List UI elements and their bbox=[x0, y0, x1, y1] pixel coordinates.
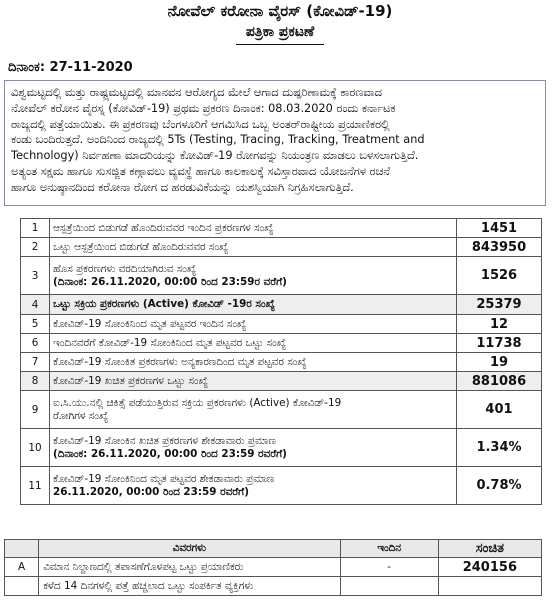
row-cumulative-value bbox=[438, 577, 541, 596]
row-description: ಕೋವಿಡ್-19 ಸೋಂಕಿನಿಂದ ಮೃತ ಪಟ್ಟವರ ಶೇಕಡಾವಾರು ಪ್ರಮಾಣ 26.11.2020, 00:00 ರಿಂದ 23:59 ರವರೆಗೆ) bbox=[50, 467, 457, 505]
row-description: ಒಟ್ಟು ಆಸ್ಪತ್ರೆಯಿಂದ ಬಿಡುಗಡೆ ಹೊಂದಿರುವವರ ಸಂಖ್ಯೆ bbox=[50, 238, 457, 257]
row-description: ಕಳೆದ 14 ದಿನಗಳಲ್ಲಿ ಪತ್ತೆ ಹಚ್ಚಲಾದ ಒಟ್ಟು ಸಂಪರ್ಕಿತ ವ್ಯಕ್ತಿಗಳು bbox=[39, 577, 340, 596]
row-description: ಕೋವಿಡ್-19 ಸೋಂಕಿತ ಪ್ರಕರಣಗಳು ಅನ್ಯಕಾರಣದಿಂದ ಮೃತ ಪಟ್ಟವರ ಸಂಖ್ಯೆ bbox=[50, 353, 457, 372]
row-number: 10 bbox=[21, 429, 50, 467]
row-value: 1526 bbox=[457, 257, 542, 295]
table-row bbox=[21, 315, 542, 334]
row-number: 7 bbox=[21, 353, 50, 372]
table-row bbox=[5, 577, 542, 596]
header-cumulative: ಸಂಚಿತ bbox=[438, 540, 541, 558]
press-release-subtitle: ಪತ್ರಿಕಾ ಪ್ರಕಟಣೆ bbox=[245, 24, 315, 40]
row-number: 4 bbox=[21, 295, 50, 315]
paragraph-line: ಅತ್ಯಂತ ಸಕ್ಷಮ ಹಾಗೂ ಸುಸಜ್ಜಿತ ಕಣ್ಗಾವಲು ವ್ಯವಸ್ಥೆ ಹಾಗೂ ಕಾಲಕಾಲಕ್ಕೆ ಸವಿಸ್ತಾರವಾದ ಯೋಜನೆಗಳ ರಚನೆ bbox=[11, 164, 390, 178]
row-description: ವಿಮಾನ ನಿಲ್ದಾಣದಲ್ಲಿ ತಪಾಸಣೆಗೊಳಪಟ್ಟ ಒಟ್ಟು ಪ್ರಯಾಣಿಕರು bbox=[39, 558, 340, 577]
row-value: 19 bbox=[457, 353, 542, 372]
subtitle-underline bbox=[236, 44, 324, 45]
table-row bbox=[5, 558, 542, 577]
paragraph-line: ನೋವೆಲ್ ಕರೋನ ವೈರಸ್ನ (ಕೋವಿಡ್-19) ಪ್ರಥಮ ಪ್ರಕರಣ ದಿನಾಂಕ: 08.03.2020 ರಂದು ಕರ್ನಾಟಕ bbox=[11, 101, 396, 115]
row-today-value: - bbox=[340, 558, 438, 577]
row-number: 3 bbox=[21, 257, 50, 295]
table-row bbox=[21, 467, 542, 505]
row-value: 11738 bbox=[457, 334, 542, 353]
header-details: ವಿವರಗಳು bbox=[39, 540, 340, 558]
press-release-title: ನೋವೆಲ್ ಕರೋನಾ ವೈರಸ್ (ಕೋವಿಡ್-19) bbox=[167, 2, 393, 20]
row-description: ಇಂದಿನವರೆಗೆ ಕೋವಿಡ್-19 ಸೋಂಕಿನಿಂದ ಮೃತ ಪಟ್ಟವರ ಒಟ್ಟು ಸಂಖ್ಯೆ bbox=[50, 334, 457, 353]
row-description: ಐ.ಸಿ.ಯು.ನಲ್ಲಿ ಚಿಕಿತ್ಸೆ ಪಡೆಯುತ್ತಿರುವ ಸಕ್ರಿಯ ಪ್ರಕರಣಗಳು (Active) ಕೋವಿಡ್-19 ರೋಗಿಗಳ ಸಂಖ್ಯೆ bbox=[50, 391, 457, 429]
row-value: 1.34% bbox=[457, 429, 542, 467]
row-number: 11 bbox=[21, 467, 50, 505]
header-blank bbox=[5, 540, 39, 558]
row-description: ಒಟ್ಟು ಸಕ್ರಿಯ ಪ್ರಕರಣಗಳು (Active) ಕೋವಿಡ್ -19ರ ಸಂಖ್ಯೆ bbox=[50, 295, 457, 315]
paragraph-line: ವಿಶ್ವಮಟ್ಟದಲ್ಲಿ ಮತ್ತು ರಾಷ್ಟ್ರಮಟ್ಟದಲ್ಲಿ ಮಾನವನ ಆರೋಗ್ಯದ ಮೇಲೆ ಆಗಾದ ದುಷ್ಪರಿಣಾಮಕ್ಕೆ ಕಾರಣವಾದ bbox=[11, 86, 382, 99]
row-description: ಹೊಸ ಪ್ರಕರಣಗಳು ವರದಿಯಾಗಿರುವ ಸಂಖ್ಯೆ (ದಿನಾಂಕ: 26.11.2020, 00:00 ರಿಂದ 23:59ರ ವರೆಗೆ) bbox=[50, 257, 457, 295]
paragraph-line: Technology) ನಿರ್ವಹಣಾ ಮಾದರಿಯನ್ನು ಕೋವಿಡ್-19 ರೋಗವನ್ನು ನಿಯಂತ್ರಣ ಮಾಡಲು ಬಳಸಲಾಗುತ್ತಿದೆ. bbox=[11, 149, 419, 163]
table-header-row bbox=[5, 540, 542, 558]
row-label: A bbox=[5, 558, 39, 577]
table-row bbox=[21, 257, 542, 295]
table-row bbox=[21, 429, 542, 467]
intro-paragraph bbox=[4, 80, 546, 206]
row-number: 9 bbox=[21, 391, 50, 429]
row-description: ಕೋವಿಡ್-19 ಖಚಿತ ಪ್ರಕರಣಗಳ ಒಟ್ಟು ಸಂಖ್ಯೆ bbox=[50, 372, 457, 391]
paragraph-line: ಹಾಗೂ ಅನುಷ್ಠಾನದಿಂದ ಕರೋನಾ ರೋಗ ದ ಹರಡುವಿಕೆಯನ್ನು ಯಶಸ್ವಿಯಾಗಿ ನಿಗ್ರಹಿಸಲಾಗುತ್ತಿದೆ. bbox=[11, 180, 354, 194]
paragraph-line: ಕಂಡು ಬಂದಿರುತ್ತದೆ. ಅಂದಿನಿಂದ ರಾಜ್ಯದಲ್ಲಿ 5Ts (Testing, Tracing, Tracking, Treatment and bbox=[11, 133, 425, 147]
row-cumulative-value: 240156 bbox=[438, 558, 541, 577]
row-value: 881086 bbox=[457, 372, 542, 391]
row-value: 1451 bbox=[457, 219, 542, 238]
row-description: ಕೋವಿಡ್-19 ಸೋಂಕಿನಿಂದ ಮೃತ ಪಟ್ಟವರ ಇಂದಿನ ಸಂಖ್ಯೆ bbox=[50, 315, 457, 334]
table-row bbox=[21, 334, 542, 353]
row-number: 8 bbox=[21, 372, 50, 391]
row-value: 25379 bbox=[457, 295, 542, 315]
row-number: 6 bbox=[21, 334, 50, 353]
row-today-value bbox=[340, 577, 438, 596]
header-today: ಇಂದಿನ bbox=[340, 540, 438, 558]
row-value: 12 bbox=[457, 315, 542, 334]
row-number: 5 bbox=[21, 315, 50, 334]
row-number: 1 bbox=[21, 219, 50, 238]
paragraph-line: ರಾಜ್ಯದಲ್ಲಿ ಪತ್ತೆಯಾಯಿತು. ಈ ಪ್ರಕರಣವು ಬೆಂಗಳೂರಿಗೆ ಆಗಮಿಸಿದ ಒಬ್ಬ ಅಂತರ್‌ರಾಷ್ಟ್ರೀಯ ಪ್ರಯಾಣಿಕರಲ್ಲಿ bbox=[11, 117, 390, 131]
release-date: ದಿನಾಂಕ: 27-11-2020 bbox=[8, 60, 133, 75]
row-value: 0.78% bbox=[457, 467, 542, 505]
covid-stats-table bbox=[20, 218, 542, 505]
travel-screening-table bbox=[4, 539, 542, 596]
table-row bbox=[21, 238, 542, 257]
row-value: 401 bbox=[457, 391, 542, 429]
table-row bbox=[21, 353, 542, 372]
row-number: 2 bbox=[21, 238, 50, 257]
table-row bbox=[21, 372, 542, 391]
table-row bbox=[21, 295, 542, 315]
row-description: ಆಸ್ಪತ್ರೆಯಿಂದ ಬಿಡುಗಡೆ ಹೊಂದಿರುವವರ ಇಂದಿನ ಪ್ರಕರಣಗಳ ಸಂಖ್ಯೆ bbox=[50, 219, 457, 238]
row-description: ಕೋವಿಡ್-19 ಸೋಂಕಿನ ಖಚಿತ ಪ್ರಕರಣಗಳ ಶೇಕಡಾವಾರು ಪ್ರಮಾಣ (ದಿನಾಂಕ: 26.11.2020, 00:00 ರಿಂದ 23:59 ರವರೆಗೆ) bbox=[50, 429, 457, 467]
table-row bbox=[21, 219, 542, 238]
row-label bbox=[5, 577, 39, 596]
table-row bbox=[21, 391, 542, 429]
row-value: 843950 bbox=[457, 238, 542, 257]
